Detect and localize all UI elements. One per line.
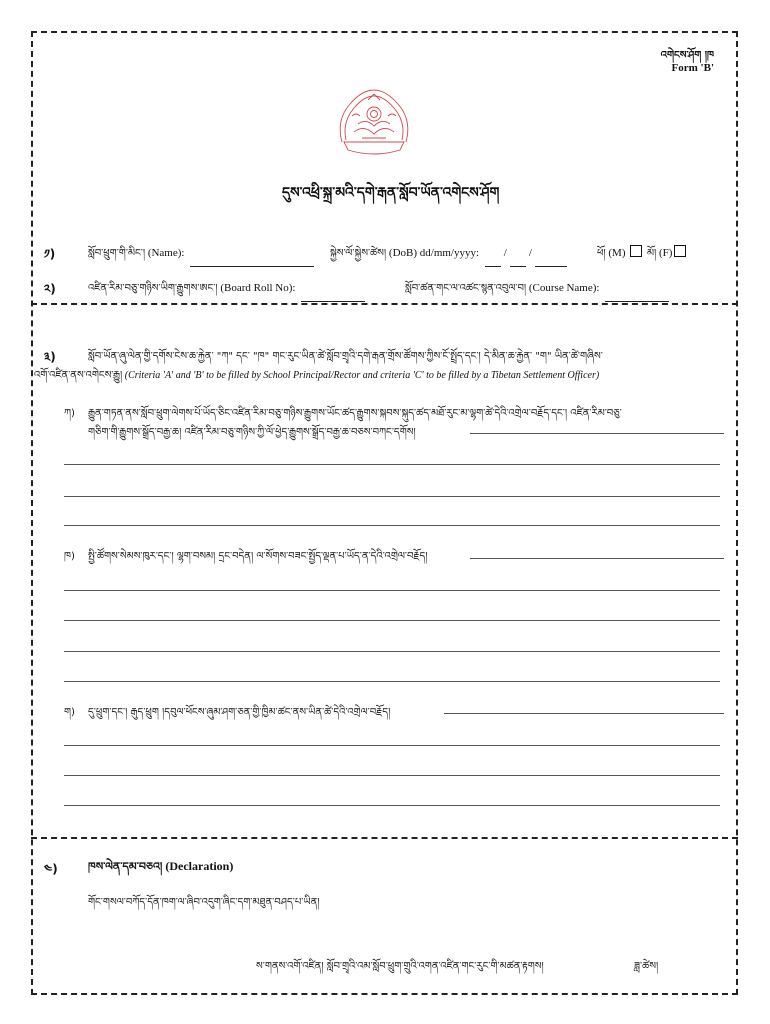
roll-tibetan-label: འཛིན་རིམ་བཅུ་གཉིས་ཡིག་རྒྱུགས་ཨང་།	[88, 283, 218, 294]
criteria-a-text: རྒྱུན་གཏན་ནས་སློབ་ཕྲུག་ལེགས་པོ་ཡོད་ཅིང་འཛིན་རིམ་བཅུ་གཉིས་རྒྱུགས་ཡོང་ཚད་རྒྱུགས་སྐབས་སྐུད་ཚད་མཐོ་རུང་མ་ལྷག་ཚེ་དེའི་འགྲེལ་བརྗོད་དང་། འཛིན་རིམ་བཅུ་	[88, 408, 622, 419]
female-label: (F)	[659, 247, 673, 259]
emblem-seal-icon	[332, 80, 416, 164]
answer-line[interactable]	[64, 651, 720, 652]
female-tibetan-label: མོ།	[647, 248, 657, 259]
answer-line[interactable]	[64, 745, 720, 746]
signature-label: ས་གནས་འགོ་འཛིན། སློབ་གྲྭའི་འམ་སློབ་ཕྲུག་གྲུའི་འགན་འཛིན་གང་རུང་གི་མཚན་རྟགས།	[256, 961, 544, 972]
answer-line[interactable]	[64, 805, 720, 806]
roll-input-line[interactable]	[301, 300, 365, 302]
criteria-intro	[34, 364, 599, 392]
criteria-b-text: སྤྱི་ཚོགས་སེམས་ཁུར་དང་། ལྷག་བསམ། དྲང་བདེན། ལ་སོགས་བཟང་སྤྱོད་ལྡན་པ་ཡོད་ན་དེའི་འགྲེལ་བརྗོད།	[88, 551, 428, 562]
form-tibetan-label: འགེངས་ཤོག །ཁ	[660, 50, 714, 61]
section-divider	[31, 303, 738, 305]
answer-line[interactable]	[64, 590, 720, 591]
dob-year-line[interactable]	[535, 265, 567, 267]
roll-number-field[interactable]	[88, 277, 368, 305]
answer-line[interactable]	[64, 681, 720, 682]
criteria-c-label: ག)	[64, 707, 75, 718]
criteria-intro-english: (Criteria 'A' and 'B' to be filled by School Principal/Rector and criteria 'C' to be filled by a Tibetan Settlement Officer)	[124, 370, 600, 381]
form-title: དུས་འཕྲི་སྐྲ་མའི་དགེ་རྒན་སློབ་ཡོན་འགེངས་ཤོག	[282, 185, 500, 201]
declaration-heading	[88, 854, 233, 885]
criteria-c-text: དུ་ཕྲུག་དང་། རྒུད་ཕྲུག །དབུལ་ཕོངས་ཞུམ་ཤག་ཅན་གྱི་ཁྱིམ་ཚང་ནས་ཡིན་ཚེ་དེའི་འགྲེལ་བརྗོད།	[88, 707, 391, 718]
answer-line[interactable]	[64, 620, 720, 621]
name-field[interactable]	[88, 242, 317, 270]
criteria-intro-tibetan-2: འགོ་འཛིན་ནས་འགེངས་རྒྱུ།	[34, 370, 123, 381]
answer-line[interactable]	[444, 713, 724, 714]
dob-day-line[interactable]	[485, 265, 501, 267]
dob-separator: /	[503, 247, 507, 259]
item-number-2: ༢)	[44, 282, 56, 296]
declaration-body: གོང་གསལ་བཀོད་དོན་ཁག་ལ་ཞིབ་འདུག་ཞིང་དག་མཐུན་བཤད་པ་ཡིན།	[88, 897, 320, 908]
answer-line[interactable]	[64, 496, 720, 497]
dob-separator: /	[528, 247, 532, 259]
form-label: Form 'B'	[671, 62, 714, 74]
answer-line[interactable]	[64, 775, 720, 776]
answer-line[interactable]	[470, 433, 724, 434]
course-name-field[interactable]	[405, 277, 672, 305]
male-checkbox[interactable]	[630, 245, 642, 257]
declaration-title: (Declaration)	[165, 859, 234, 873]
date-label: ཟླ་ཚེས།	[634, 961, 659, 972]
dob-field[interactable]	[330, 242, 570, 270]
course-tibetan-label: སློབ་ཚན་གང་ལ་འཚང་སྙན་འབུལ་བ།	[405, 283, 527, 294]
male-label: (M)	[608, 247, 626, 259]
dob-tibetan-label: སྐྱེས་ལོ་སྐྱེས་ཚེས།	[330, 248, 387, 259]
answer-line[interactable]	[64, 525, 720, 526]
name-tibetan-label: སློབ་ཕྲུག་གི་མིང་།	[88, 248, 146, 259]
criteria-b-label: ཁ)	[64, 551, 75, 562]
sex-field	[597, 242, 688, 270]
dob-month-line[interactable]	[510, 265, 526, 267]
roll-label: (Board Roll No):	[220, 282, 296, 294]
item-number-3: ༣)	[44, 350, 56, 364]
item-number-4: ༤)	[44, 862, 58, 876]
course-label: (Course Name):	[528, 282, 600, 294]
section-divider	[31, 837, 738, 839]
dob-label: (DoB) dd/mm/yyyy:	[388, 247, 480, 259]
item-number-1: ༡)	[44, 247, 56, 261]
name-label: (Name):	[147, 247, 185, 259]
female-checkbox[interactable]	[674, 245, 686, 257]
criteria-a-text-2: གཅིག་གི་རྒྱུགས་སྒྲོད་བརྒྱ་ཆ། འཛིན་རིམ་བཅུ་གཉིས་ཀྱི་ལོ་ཕྱེད་རྒྱུགས་སྒྲོད་བརྒྱ་ཆ་བཅས་བཀང་དགོས།	[88, 427, 416, 438]
course-input-line[interactable]	[605, 300, 669, 302]
criteria-intro-tibetan: སློབ་ཡོན་ཞུ་ལེན་གྱི་དགོས་ངེས་ཆ་རྐྱེན་ "ཀ" དང་ "ཁ" གང་རུང་ཡིན་ཚེ་སློབ་གྲྭའི་དགེ་རྒན་གྲོས་ཚོགས་ཀྱིས་ངོ་སྤྲོད་དང་། དེ་མིན་ཆ་རྐྱེན་ "ག" ཡིན་ཚེ་གཞིས་	[88, 351, 603, 362]
declaration-tibetan-title: ཁས་ལེན་དམ་བཅའ།	[88, 860, 163, 873]
male-tibetan-label: ཕོ།	[597, 248, 606, 259]
answer-line[interactable]	[64, 464, 720, 465]
answer-line[interactable]	[470, 558, 724, 559]
criteria-a-label: ཀ)	[64, 408, 75, 419]
name-input-line[interactable]	[190, 265, 314, 267]
